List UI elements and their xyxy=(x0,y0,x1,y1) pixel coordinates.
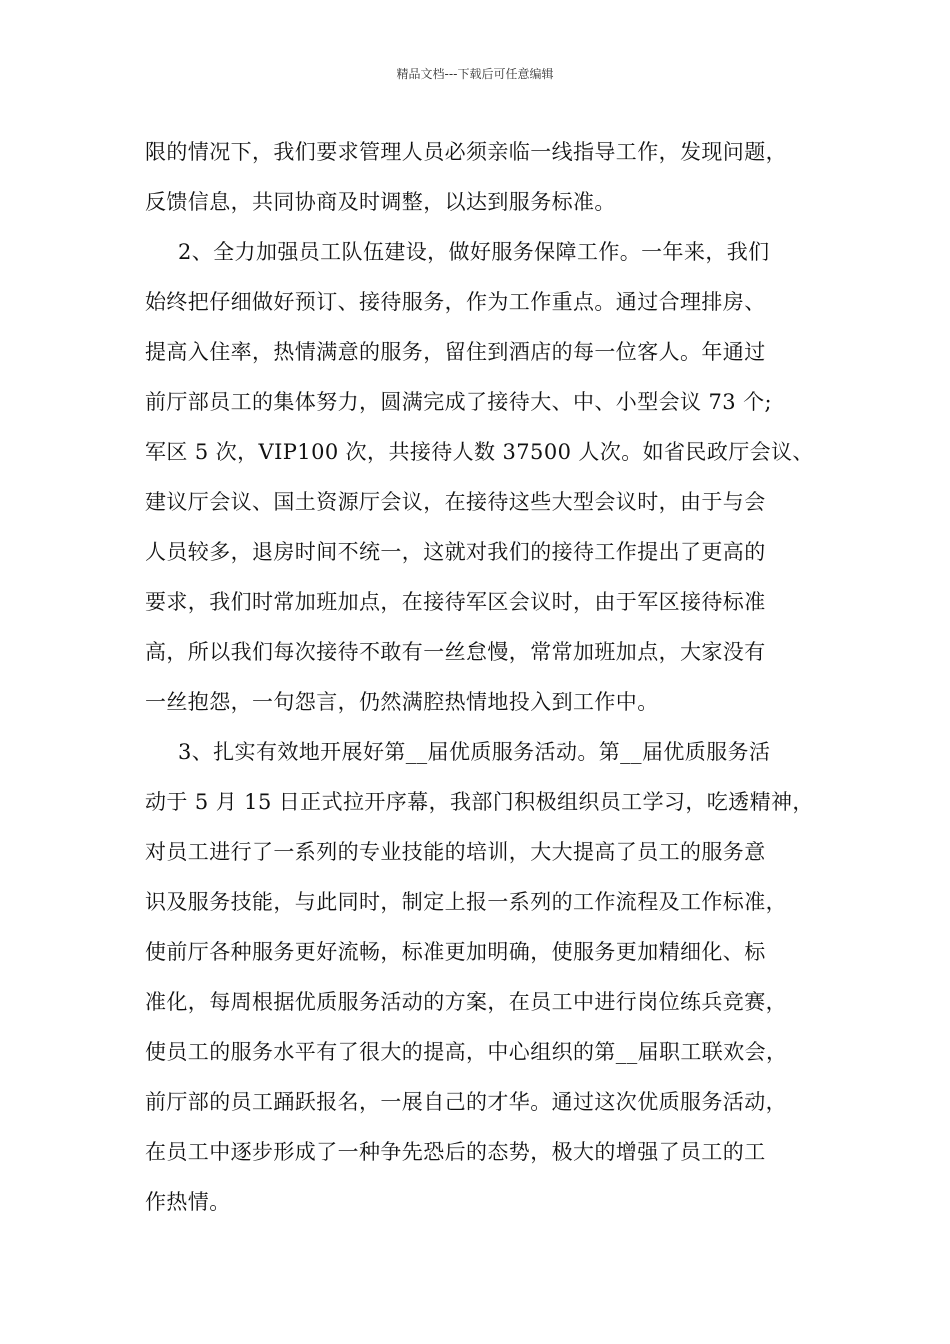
text-line: 3、扎实有效地开展好第__届优质服务活动。第__届优质服务活 xyxy=(178,740,771,764)
text-line: 在员工中逐步形成了一种争先恐后的态势，极大的增强了员工的工 xyxy=(145,1140,766,1164)
text-line: 动于 5 月 15 日正式拉开序幕，我部门积极组织员工学习，吃透精神， xyxy=(145,790,814,814)
text-line: 提高入住率，热情满意的服务，留住到酒店的每一位客人。年通过 xyxy=(145,340,766,364)
text-line: 使员工的服务水平有了很大的提高，中心组织的第__届职工联欢会， xyxy=(145,1040,788,1064)
page-header: 精品文档---下载后可任意编辑 xyxy=(396,67,554,81)
text-line: 对员工进行了一系列的专业技能的培训，大大提高了员工的服务意 xyxy=(145,840,766,864)
text-line: 要求，我们时常加班加点，在接待军区会议时，由于军区接待标准 xyxy=(145,590,766,614)
text-line: 前厅部员工的集体努力，圆满完成了接待大、中、小型会议 73 个; xyxy=(145,390,772,414)
text-line: 2、全力加强员工队伍建设，做好服务保障工作。一年来，我们 xyxy=(178,240,770,264)
paragraph xyxy=(145,227,814,727)
text-line: 识及服务技能，与此同时，制定上报一系列的工作流程及工作标准， xyxy=(145,890,787,914)
text-line: 高，所以我们每次接待不敢有一丝怠慢，常常加班加点，大家没有 xyxy=(145,640,766,664)
text-line: 建议厅会议、国土资源厅会议，在接待这些大型会议时，由于与会 xyxy=(145,490,766,514)
text-line: 前厅部的员工踊跃报名，一展自己的才华。通过这次优质服务活动， xyxy=(145,1090,787,1114)
text-line: 人员较多，退房时间不统一，这就对我们的接待工作提出了更高的 xyxy=(145,540,766,564)
text-line: 反馈信息，共同协商及时调整，以达到服务标准。 xyxy=(145,190,616,214)
text-line: 始终把仔细做好预订、接待服务，作为工作重点。通过合理排房、 xyxy=(145,290,766,314)
text-line: 使前厅各种服务更好流畅，标准更加明确，使服务更加精细化、标 xyxy=(145,940,766,964)
paragraph xyxy=(145,127,809,227)
text-line: 作热情。 xyxy=(145,1190,231,1214)
paragraph xyxy=(145,727,814,1227)
document-body xyxy=(145,127,814,1227)
text-line: 一丝抱怨，一句怨言，仍然满腔热情地投入到工作中。 xyxy=(145,690,659,714)
text-line: 准化，每周根据优质服务活动的方案，在员工中进行岗位练兵竞赛， xyxy=(145,990,787,1014)
text-line: 限的情况下，我们要求管理人员必须亲临一线指导工作，发现问题， xyxy=(145,140,787,164)
text-line: 军区 5 次，VIP100 次，共接待人数 37500 人次。如省民政厅会议、 xyxy=(145,440,814,464)
